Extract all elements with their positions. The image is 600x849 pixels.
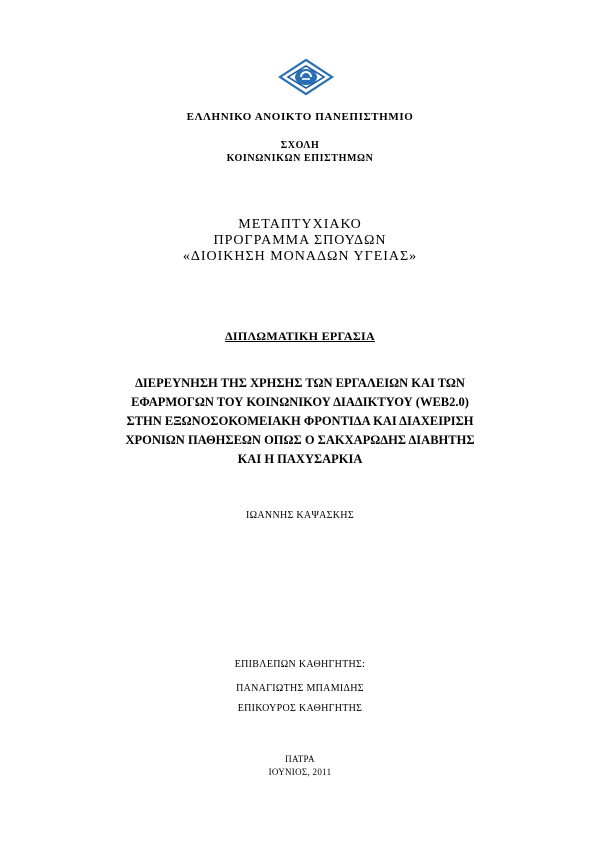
program-line-1: ΜΕΤΑΠΤΥΧΙΑΚΟ [238, 217, 362, 232]
author-name: ΙΩΑΝΝΗΣ ΚΑΨΑΣΚΗΣ [246, 510, 354, 521]
place: ΠΑΤΡΑ [285, 754, 315, 764]
date: ΙΟΥΝΙΟΣ, 2011 [268, 767, 332, 777]
thesis-title-line-3: ΣΤΗΝ ΕΞΩΝΟΣΟΚΟΜΕΙΑΚΗ ΦΡΟΝΤΙΔΑ ΚΑΙ ΔΙΑΧΕΙΡΙΣΗ [126, 414, 474, 428]
supervisor-label: ΕΠΙΒΛΕΠΩΝ ΚΑΘΗΓΗΤΗΣ: [234, 659, 366, 670]
thesis-title-line-1: ΔΙΕΡΕΥΝΗΣΗ ΤΗΣ ΧΡΗΣΗΣ ΤΩΝ ΕΡΓΑΛΕΙΩΝ ΚΑΙ ΤΩΝ [135, 376, 465, 390]
university-logo-icon [276, 56, 336, 98]
school-label: ΣΧΟΛΗ [280, 140, 320, 151]
thesis-title-line-2: ΕΦΑΡΜΟΓΩΝ ΤΟΥ ΚΟΙΝΩΝΙΚΟΥ ΔΙΑΔΙΚΤΥΟΥ (WEB2.0) [131, 395, 469, 409]
assistant-label: ΕΠΙΚΟΥΡΟΣ ΚΑΘΗΓΗΤΗΣ [237, 703, 363, 714]
document-type: ΔΙΠΛΩΜΑΤΙΚΗ ΕΡΓΑΣΙΑ [225, 329, 375, 343]
institution-name: ΕΛΛΗΝΙΚΟ ΑΝΟΙΚΤΟ ΠΑΝΕΠΙΣΤΗΜΙΟ [186, 111, 414, 123]
thesis-title-line-5: ΚΑΙ Η ΠΑΧΥΣΑΡΚΙΑ [237, 452, 363, 466]
program-line-2: ΠΡΟΓΡΑΜΜΑ ΣΠΟΥΔΩΝ [213, 233, 387, 248]
supervisor-name: ΠΑΝΑΓΙΩΤΗΣ ΜΠΑΜΙΔΗΣ [236, 683, 364, 694]
school-name: ΚΟΙΝΩΝΙΚΩΝ ΕΠΙΣΤΗΜΩΝ [226, 153, 374, 164]
thesis-title-line-4: ΧΡΟΝΙΩΝ ΠΑΘΗΣΕΩΝ ΟΠΩΣ Ο ΣΑΚΧΑΡΩΔΗΣ ΔΙΑΒΗΤΗΣ [125, 433, 475, 447]
program-line-3: «ΔΙΟΙΚΗΣΗ ΜΟΝΑΔΩΝ ΥΓΕΙΑΣ» [182, 249, 418, 264]
